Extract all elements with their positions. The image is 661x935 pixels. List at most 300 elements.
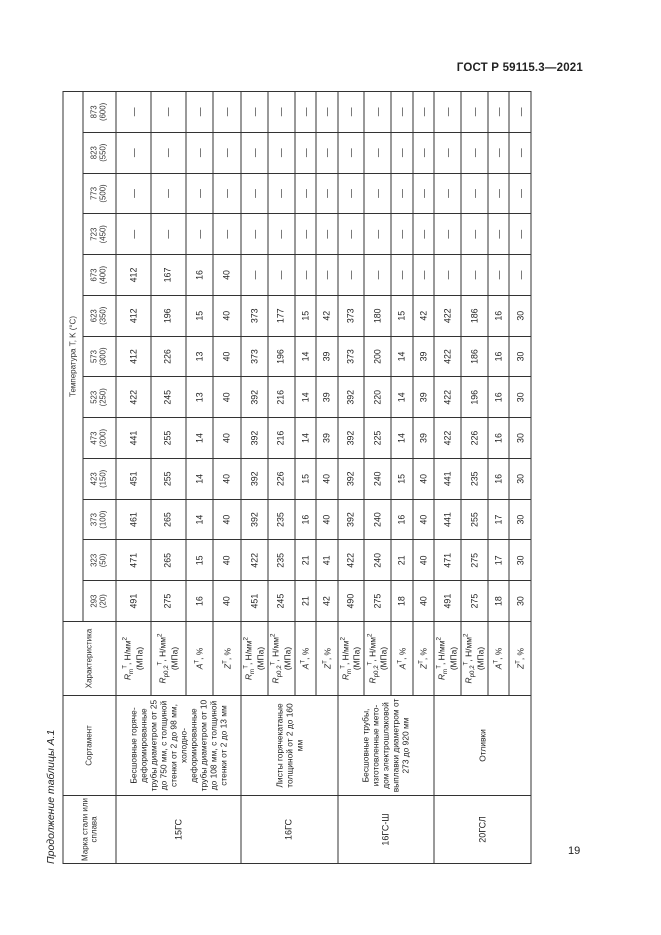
symbol: A [193,663,204,670]
value-cell: 40 [412,458,433,499]
symbol-superscript: T [268,661,276,666]
symbol: Z [321,663,332,670]
value-cell: 41 [316,540,337,581]
characteristic-cell [240,622,267,696]
characteristic-line [121,624,135,693]
value-cell: 42 [316,581,337,622]
value-cell: 39 [316,336,337,377]
value-cell: 412 [116,336,151,377]
temperature-celsius: (350) [98,306,107,325]
value-cell: 392 [240,458,267,499]
value-cell: — [337,91,364,132]
symbol-subscript: p0,2 [275,665,283,678]
value-cell: — [487,255,508,296]
characteristic-cell [487,622,508,696]
table-row [337,91,364,863]
value-cell: — [116,214,151,255]
unit-mpa: (МПа) [448,646,459,671]
value-cell: — [364,132,391,173]
temperature-cell [83,295,116,336]
grade-cell: 16ГС-Ш [337,796,434,864]
value-cell: 422 [434,336,461,377]
value-cell: — [364,255,391,296]
value-cell: 392 [240,418,267,459]
value-cell: 196 [267,336,294,377]
page-number: 19 [568,845,581,857]
value-cell: 30 [509,499,531,540]
value-cell: — [509,91,531,132]
value-cell: — [461,255,488,296]
value-cell: — [213,132,241,173]
value-cell: — [509,173,531,214]
value-cell: — [150,173,185,214]
unit-exponent: 2 [338,637,346,641]
value-cell: — [240,91,267,132]
value-cell: 39 [412,336,433,377]
value-cell: — [391,255,412,296]
value-cell: 392 [240,377,267,418]
value-cell: 40 [213,377,241,418]
value-cell: 220 [364,377,391,418]
header-assortment: Сортамент [63,696,116,796]
value-cell: 177 [267,295,294,336]
value-cell: — [316,132,337,173]
header-characteristic: Характеристика [63,622,116,696]
value-cell: 265 [150,540,185,581]
value-cell: 255 [461,499,488,540]
characteristic-cell [150,622,185,696]
unit-mpa: (МПа) [378,646,389,671]
value-cell: — [185,91,213,132]
value-cell: 15 [391,295,412,336]
value-cell: — [487,173,508,214]
value-cell: — [509,255,531,296]
grade-cell: 16ГС [240,796,337,864]
value-cell: 15 [391,458,412,499]
temperature-kelvin: 773 [89,186,99,200]
value-cell: — [412,91,433,132]
value-cell: 39 [316,418,337,459]
value-cell: 451 [240,581,267,622]
value-cell: 180 [364,295,391,336]
value-cell: — [337,132,364,173]
value-cell: — [487,91,508,132]
value-cell: 30 [509,377,531,418]
value-cell: 216 [267,377,294,418]
value-cell: — [509,214,531,255]
value-cell: — [240,173,267,214]
symbol: R [122,673,133,680]
value-cell: 30 [509,418,531,459]
value-cell: 40 [213,255,241,296]
assortment-cell: Бесшовные горяче-деформированные трубы диаметром от 25 до 750 мм, с толщиной стенки от 2 до 98 мм, холодно-деформированные трубы диаметром от 10 до 108 мм, с толщиной стенки от 2 до 13 мм [116,696,241,796]
temperature-celsius: (300) [98,347,107,366]
value-cell: — [434,255,461,296]
grade-cell: 15ГС [116,796,241,864]
value-cell: 451 [116,458,151,499]
value-cell: 392 [337,377,364,418]
value-cell: 40 [213,458,241,499]
unit-exponent: 2 [242,637,250,641]
table-row [240,91,267,863]
characteristic-cell [267,622,294,696]
table-holder [62,92,531,864]
value-cell: 265 [150,499,185,540]
value-cell: 42 [412,295,433,336]
symbol: Z [418,663,429,670]
value-cell: 196 [150,295,185,336]
value-cell: 39 [412,377,433,418]
value-cell: 40 [213,336,241,377]
value-cell: 40 [316,499,337,540]
value-cell: — [434,214,461,255]
symbol-superscript: T [417,660,425,664]
value-cell: 373 [240,336,267,377]
value-cell: 441 [116,418,151,459]
value-cell: 30 [509,581,531,622]
table-caption: Продолжение таблицы А.1 [45,729,57,864]
characteristic-line [396,624,407,693]
characteristic-line [321,624,332,693]
value-cell: 40 [213,499,241,540]
value-cell: 373 [240,295,267,336]
value-cell: 40 [412,499,433,540]
value-cell: 255 [150,458,185,499]
unit-text: , Н/мм [122,640,133,665]
value-cell: 422 [434,418,461,459]
value-cell: 15 [185,540,213,581]
value-cell: — [337,173,364,214]
value-cell: 422 [434,295,461,336]
value-cell: — [240,132,267,173]
value-cell: 15 [294,295,315,336]
value-cell: 15 [294,458,315,499]
characteristic-line [514,624,525,693]
symbol-superscript: T [320,660,328,664]
temperature-cell [83,377,116,418]
value-cell: — [267,132,294,173]
value-cell: 40 [316,458,337,499]
temperature-kelvin: 723 [89,227,99,241]
unit-mpa: (МПа) [474,646,485,671]
temperature-cell [83,214,116,255]
value-cell: 39 [412,418,433,459]
unit-exponent: 2 [435,637,443,641]
temperature-celsius: (50) [98,553,107,568]
value-cell: — [185,173,213,214]
value-cell: 21 [294,540,315,581]
value-cell: 40 [213,581,241,622]
value-cell: — [116,91,151,132]
symbol-superscript: T [395,659,403,664]
characteristic-line [339,624,353,693]
value-cell: 40 [412,540,433,581]
symbol-superscript: T [156,661,164,666]
value-cell: 275 [461,540,488,581]
symbol: R [436,673,447,680]
value-cell: 15 [185,295,213,336]
characteristic-line [366,624,380,693]
value-cell: 240 [364,540,391,581]
characteristic-cell [412,622,433,696]
value-cell: — [185,132,213,173]
value-cell: 16 [487,336,508,377]
symbol-superscript: T [338,665,346,669]
temperature-cell [83,336,116,377]
value-cell: 17 [487,499,508,540]
temperature-cell [83,499,116,540]
value-cell: — [412,173,433,214]
characteristic-cell [213,622,241,696]
document-code: ГОСТ Р 59115.3—2021 [456,62,583,74]
symbol-subscript: m [345,668,353,674]
value-cell: 14 [185,458,213,499]
temperature-celsius: (200) [98,428,107,448]
table-rotator [62,92,531,864]
value-cell: — [116,173,151,214]
symbol-superscript: T [242,665,250,669]
unit-text: , Н/мм [269,637,280,662]
unit-mpa: (МПа) [168,646,179,671]
value-cell: 422 [116,377,151,418]
value-cell: 225 [364,418,391,459]
symbol-subscript: p0,2 [468,665,476,678]
value-cell: — [391,132,412,173]
value-cell: — [213,214,241,255]
unit-exponent: 2 [156,633,164,638]
temperature-cell [83,581,116,622]
value-cell: 40 [213,540,241,581]
value-cell: 461 [116,499,151,540]
unit-text: , Н/мм [463,637,474,662]
value-cell: 40 [213,295,241,336]
symbol: Z [221,663,232,670]
characteristic-cell [337,622,364,696]
unit-text: , % [514,648,525,661]
caption-holder [40,92,62,864]
value-cell: 441 [434,499,461,540]
temperature-cell [83,132,116,173]
temperature-kelvin: 373 [89,513,99,527]
value-cell: — [337,214,364,255]
unit-mpa: (МПа) [133,646,144,671]
header-grade: Марка стали или сплава [63,796,116,864]
temperature-celsius: (250) [98,388,107,407]
value-cell: 275 [150,581,185,622]
characteristic-cell [116,622,151,696]
value-cell: 186 [461,336,488,377]
value-cell: — [391,214,412,255]
characteristic-line [156,624,170,693]
value-cell: — [213,91,241,132]
value-cell: — [150,91,185,132]
value-cell: — [213,173,241,214]
unit-text: , % [193,647,204,660]
value-cell: 14 [294,336,315,377]
unit-exponent: 2 [268,633,276,638]
value-cell: 275 [364,581,391,622]
value-cell: — [391,91,412,132]
value-cell: 235 [267,540,294,581]
value-cell: 491 [116,581,151,622]
value-cell: — [267,91,294,132]
characteristic-line [193,624,204,693]
value-cell: — [434,91,461,132]
value-cell: 30 [509,540,531,581]
characteristic-cell [509,622,531,696]
value-cell: — [267,173,294,214]
value-cell: — [316,255,337,296]
temperature-celsius: (450) [98,225,107,244]
unit-text: , % [299,647,310,660]
value-cell: — [412,214,433,255]
temperature-celsius: (100) [98,510,107,529]
value-cell: 14 [391,418,412,459]
symbol: R [156,677,167,684]
table-body [116,91,531,863]
characteristic-line [269,624,283,693]
value-cell: 16 [487,377,508,418]
value-cell: 13 [185,336,213,377]
temperature-kelvin: 823 [89,146,99,160]
symbol: R [463,677,474,684]
grade-cell: 20ГСЛ [434,796,531,864]
characteristic-line [242,624,256,693]
value-cell: 16 [487,295,508,336]
value-cell: 16 [185,581,213,622]
characteristic-cell [364,622,391,696]
unit-exponent: 2 [365,633,373,638]
value-cell: — [240,255,267,296]
unit-mpa: (МПа) [281,646,292,671]
assortment-cell: Бесшовные трубы, изготовленные мето-дом электрошлаковой выплавки диаметром от 273 до 920 мм [337,696,434,796]
characteristic-cell [185,622,213,696]
value-cell: — [461,132,488,173]
temperature-cell [83,458,116,499]
temperature-kelvin: 673 [89,268,99,282]
value-cell: 18 [487,581,508,622]
value-cell: — [364,214,391,255]
symbol: R [269,677,280,684]
value-cell: 490 [337,581,364,622]
value-cell: 21 [391,540,412,581]
symbol: A [299,663,310,670]
symbol-superscript: T [220,660,228,664]
value-cell: 18 [391,581,412,622]
value-cell: 240 [364,458,391,499]
value-cell: — [316,91,337,132]
value-cell: 412 [116,295,151,336]
unit-text: , % [321,648,332,661]
value-cell: 491 [434,581,461,622]
temperature-kelvin: 293 [89,594,99,608]
temperature-cell [83,255,116,296]
value-cell: 167 [150,255,185,296]
symbol-subscript: p0,2 [162,665,170,678]
symbol-superscript: T [121,665,129,669]
temperature-kelvin: 523 [89,390,99,404]
value-cell: — [316,173,337,214]
value-cell: — [461,173,488,214]
temperature-kelvin: 423 [89,472,99,486]
value-cell: — [364,91,391,132]
table-row [116,91,151,863]
value-cell: 14 [185,499,213,540]
symbol-superscript: T [435,665,443,669]
unit-text: , % [396,647,407,660]
unit-text: , % [418,648,429,661]
table-header-row [63,91,83,863]
value-cell: — [434,132,461,173]
characteristic-line [492,624,503,693]
value-cell: 422 [337,540,364,581]
unit-text: , Н/мм [366,637,377,662]
value-cell: — [267,214,294,255]
value-cell: 392 [240,499,267,540]
value-cell: 30 [509,336,531,377]
temperature-celsius: (150) [98,469,107,488]
value-cell: — [461,214,488,255]
unit-text: , Н/мм [436,640,447,665]
symbol-superscript: T [492,659,500,664]
value-cell: — [240,214,267,255]
temperature-kelvin: 873 [89,105,99,119]
symbol-superscript: T [193,659,201,664]
unit-text: , Н/мм [156,637,167,662]
value-cell: — [294,132,315,173]
value-cell: — [364,173,391,214]
value-cell: 412 [116,255,151,296]
value-cell: 216 [267,418,294,459]
value-cell: — [150,132,185,173]
value-cell: 392 [337,499,364,540]
value-cell: 235 [461,458,488,499]
value-cell: — [116,132,151,173]
value-cell: 16 [294,499,315,540]
value-cell: 373 [337,295,364,336]
value-cell: 275 [461,581,488,622]
value-cell: 226 [461,418,488,459]
symbol-subscript: m [248,668,256,674]
temperature-cell [83,540,116,581]
temperature-celsius: (400) [98,265,107,285]
value-cell: 14 [391,377,412,418]
properties-table [62,91,531,864]
value-cell: — [412,132,433,173]
characteristic-cell [294,622,315,696]
symbol-superscript: T [462,661,470,666]
symbol: A [396,663,407,670]
unit-mpa: (МПа) [254,646,265,671]
value-cell: 14 [391,336,412,377]
value-cell: 422 [434,377,461,418]
temperature-kelvin: 473 [89,431,99,445]
unit-text: , Н/мм [339,640,350,665]
value-cell: — [487,214,508,255]
value-cell: 392 [337,458,364,499]
symbol: A [493,663,504,670]
temperature-kelvin: 573 [89,350,99,364]
value-cell: 226 [150,336,185,377]
unit-text: , Н/мм [242,640,253,665]
temperature-celsius: (20) [98,594,107,609]
symbol: R [366,677,377,684]
value-cell: 200 [364,336,391,377]
temperature-cell [83,173,116,214]
unit-text: , % [221,648,232,661]
unit-exponent: 2 [462,633,470,638]
value-cell: — [487,132,508,173]
